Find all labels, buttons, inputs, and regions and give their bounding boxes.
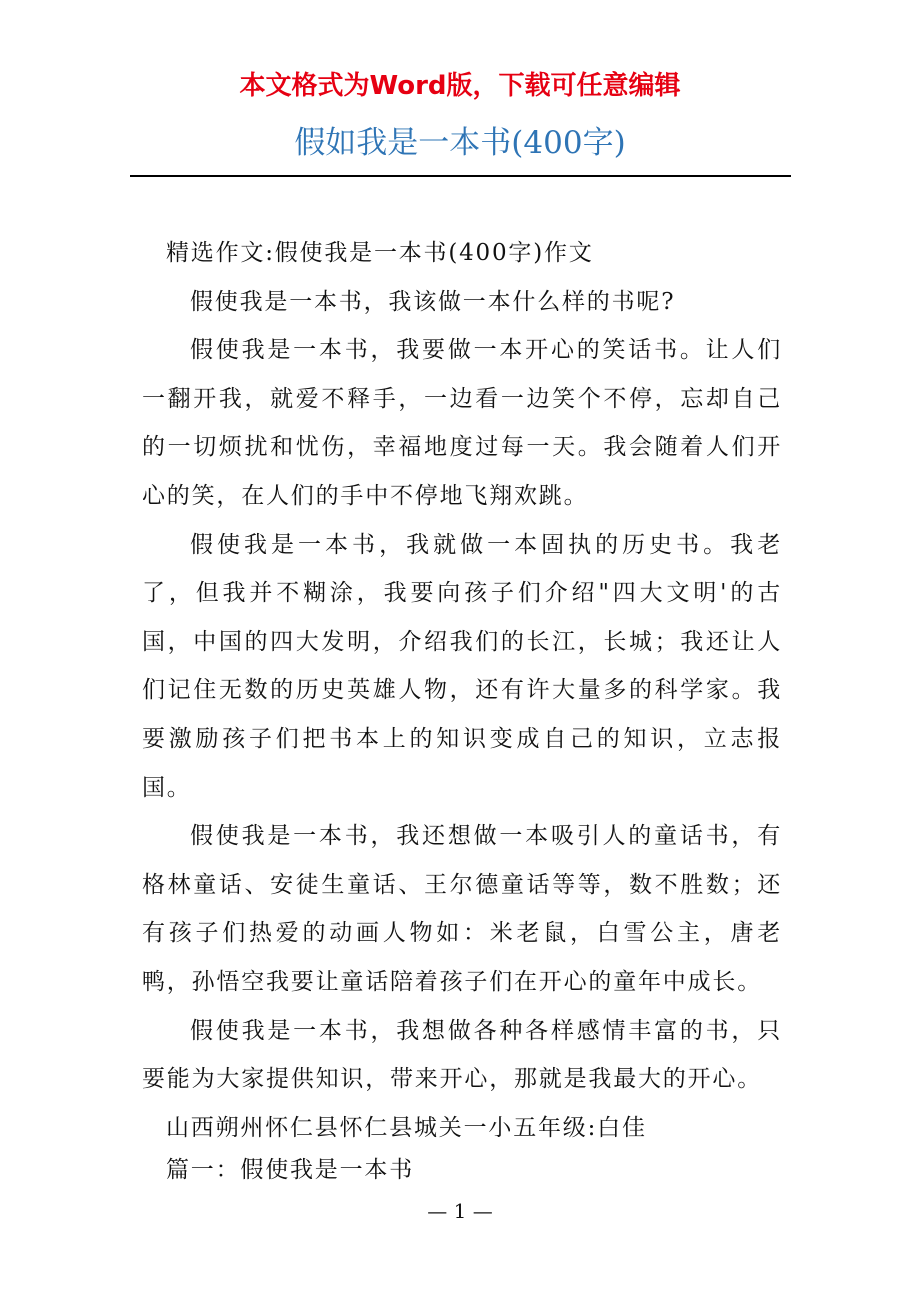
- article-author: 山西朔州怀仁县怀仁县城关一小五年级:白佳: [166, 1114, 647, 1141]
- article-paragraph: 假使我是一本书，我就做一本固执的历史书。我老了，但我并不糊涂，我要向孩子们介绍"四大文明'的古国，中国的四大发明，介绍我们的长江，长城；我还让人们记住无数的历史英雄人物，还有许大量多的科学家。我要激励孩子们把书本上的知识变成自己的知识，立志报国。: [142, 531, 782, 801]
- page-number: — 1 —: [427, 1199, 493, 1223]
- article-intro: 精选作文:假使我是一本书(400字)作文: [166, 240, 594, 266]
- section-heading: 篇一：假使我是一本书: [166, 1157, 414, 1183]
- article-paragraph: 假使我是一本书，我该做一本什么样的书呢?: [190, 288, 676, 315]
- article-paragraph: 假使我是一本书，我想做各种各样感情丰富的书，只要能为大家提供知识，带来开心，那就是我最大的开心。: [142, 1017, 782, 1093]
- page-title: 假如我是一本书(400字): [294, 125, 626, 161]
- article-body: [142, 229, 782, 1152]
- article-paragraph: 假使我是一本书，我要做一本开心的笑话书。让人们一翻开我，就爱不释手，一边看一边笑个不停，忘却自己的一切烦扰和忧伤，幸福地度过每一天。我会随着人们开心的笑，在人们的手中不停地飞翔欢跳。: [142, 337, 782, 509]
- title-divider: [130, 175, 791, 177]
- article-paragraph: 假使我是一本书，我还想做一本吸引人的童话书，有格林童话、安徒生童话、王尔德童话等等，数不胜数；还有孩子们热爱的动画人物如：米老鼠，白雪公主，唐老鸭，孙悟空我要让童话陪着孩子们在开心的童年中成长。: [142, 823, 782, 995]
- format-notice-banner: 本文格式为Word版，下载可任意编辑: [239, 71, 681, 101]
